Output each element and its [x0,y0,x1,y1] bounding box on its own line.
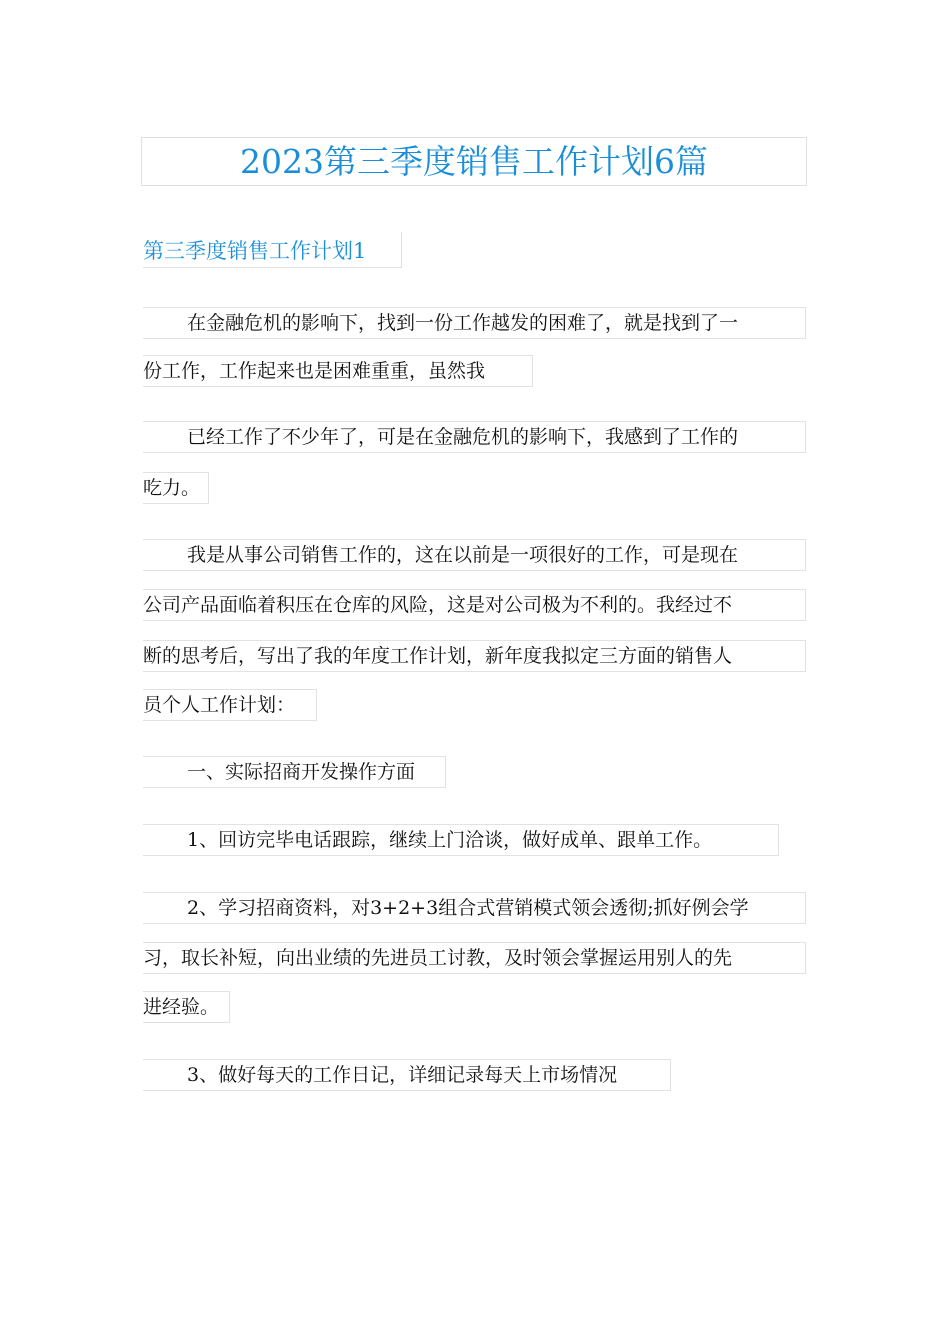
paragraph-line: 3、做好每天的工作日记，详细记录每天上市场情况 [143,1059,671,1091]
paragraph-line: 已经工作了不少年了，可是在金融危机的影响下，我感到了工作的 [143,421,806,453]
paragraph-line: 员个人工作计划： [143,689,317,721]
paragraph-line: 在金融危机的影响下，找到一份工作越发的困难了，就是找到了一 [143,307,806,339]
section-heading: 第三季度销售工作计划1 [143,238,367,263]
paragraph-line: 习，取长补短，向出业绩的先进员工讨教，及时领会掌握运用别人的先 [143,942,806,974]
paragraph-line: 2、学习招商资料，对3+2+3组合式营销模式领会透彻;抓好例会学 [143,892,806,924]
document-title-box [141,137,807,186]
paragraph-line: 进经验。 [143,991,230,1023]
paragraph-line: 吃力。 [143,472,209,504]
paragraph-line: 断的思考后，写出了我的年度工作计划，新年度我拟定三方面的销售人 [143,640,806,672]
paragraph-line: 份工作，工作起来也是困难重重，虽然我 [143,355,533,387]
paragraph-line: 1、回访完毕电话跟踪，继续上门洽谈，做好成单、跟单工作。 [143,824,779,856]
paragraph-line: 公司产品面临着积压在仓库的风险，这是对公司极为不利的。我经过不 [143,589,806,621]
section-heading-box [143,232,402,268]
paragraph-line: 我是从事公司销售工作的，这在以前是一项很好的工作，可是现在 [143,539,806,571]
paragraph-line: 一、实际招商开发操作方面 [143,756,446,788]
document-title: 2023第三季度销售工作计划6篇 [240,142,708,181]
